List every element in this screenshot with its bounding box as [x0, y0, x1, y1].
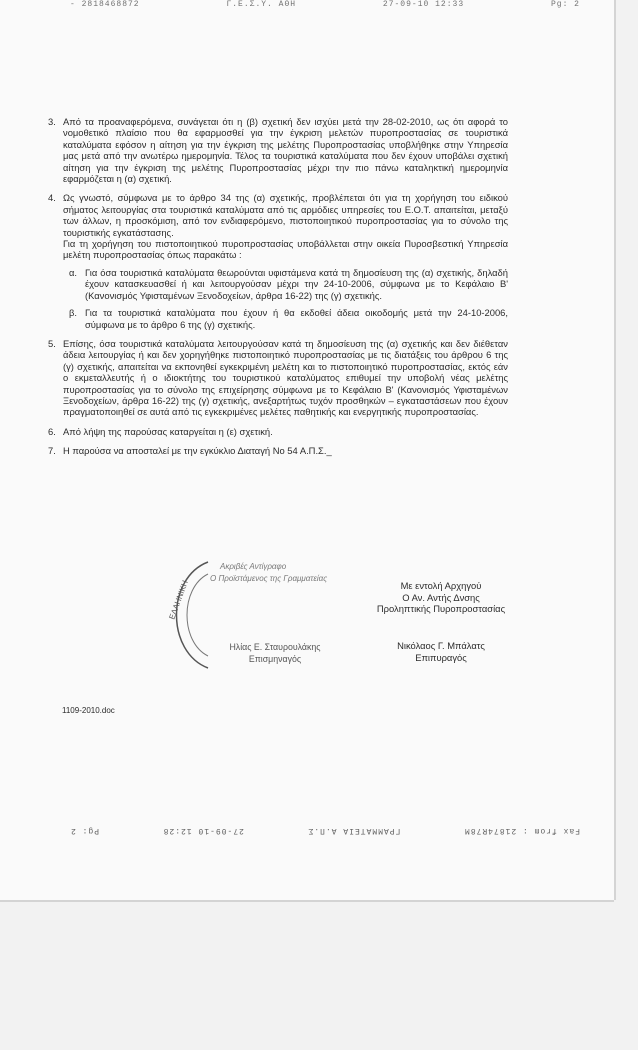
fax-footer-left: Fax from : 21874R78M [463, 826, 580, 835]
paragraph-6: 6. Από λήψη της παρούσας καταργείται η (ε) σχετική. [48, 425, 273, 437]
paragraph-5: 5. Επίσης, όσα τουριστικά καταλύματα λειτουργούσαν κατά τη δημοσίευση της (α) σχετικής και δεν διέθεταν άδεια λειτουργίας ή και δεν χορηγήθηκε πιστοποιητικό πυροπροστασίας με τις διατάξεις του άρθρου 6 της (γ) σχετικής, απαιτείται να εκπονηθεί εγκεκριμένη μελέτη και το πιστοποιητικό πυροπροστασίας, εκτός εάν ο εκμεταλλευτής ή ο ιδιοκτήτης του τουριστικού καταλύματος επιθυμεί την υποβολή νέας μελέτης πυροπροστασίας για το σύνολο της επιχείρησης σύμφωνα με το Κεφάλαιο Β' (Κανονισμός Υφισταμένων Ξενοδοχείων, άρθρα 16-22) της (γ) σχετικής, ανεξαρτήτως τυχόν προσθηκών – εγκαταστάσεων που έχουν πραγματοποιηθεί σε αυτά από τις εγκεκριμένες μελέτες παθητικής και ενεργητικής πυροπροστασίας. [48, 337, 508, 418]
fax-header-sender: Γ.Ε.Σ.Υ. ΑΘΗ [226, 0, 297, 9]
svg-text:ΕΛΛΗΝΙΚΗ: ΕΛΛΗΝΙΚΗ [167, 579, 190, 621]
stamp-icon [160, 560, 210, 670]
fax-header-time: 27-09-10 12:33 [382, 0, 465, 9]
fax-header-page: Pg: 2 [550, 0, 580, 9]
paragraph-7: 7. Η παρούσα να αποσταλεί με την εγκύκλιο Διαταγή Νο 54 Α.Π.Σ._ [48, 445, 332, 457]
fax-footer-time: 27-09-10 12:28 [162, 826, 244, 835]
fax-footer [70, 826, 580, 835]
fax-footer-page: Pg: 2 [70, 826, 100, 835]
order-text: Με εντολή Αρχηγού Ο Αν. Αντής Δνσης Προληπτικής Πυροπροστασίας [376, 580, 506, 615]
copy-signer: Ηλίας Ε. Σταυρουλάκης Επισμηναγός [229, 642, 321, 664]
fax-header [70, 0, 580, 9]
signature-block: ΕΛΛΗΝΙΚΗ Ακριβές Αντίγραφο Ο Προϊστάμενος της Γραμματείας Με εντολή Αρχηγού Ο Αν. Αντής Δνσης Προληπτικής Πυροπροστασίας Ηλίας Ε. Σταυρουλάκης Επισμηναγός Νικόλαος Γ. Μπάλατς Επιπυραγός [160, 560, 540, 690]
fax-footer-sender: ΓΡΑΜΜΑΤΕΙΑ Α.Π.Σ [307, 826, 401, 835]
signer: Νικόλαος Γ. Μπάλατς Επιπυραγός [397, 640, 485, 663]
paragraph-4: 4. Ως γνωστό, σύμφωνα με το άρθρο 34 της (α) σχετικής, προβλέπεται ότι για τη χορήγηση του ειδικού σήματος λειτουργίας στα τουριστικά καταλύματα από τις αρμόδιες υπηρεσίες του Ε.Ο.Τ. απαιτείται, μεταξύ των άλλων, η προσκόμιση, από τον ενδιαφερόμενο, πιστοποιητικού πυροπροστασίας για το σύνολο της τουριστικής εγκατάστασης. Για τη χορήγηση του πιστοποιητικού πυροπροστασίας υποβάλλεται στην οικεία Πυροσβεστική Υπηρεσία μελέτη πυροπροστασίας όπως παρακάτω : α. Για όσα τουριστικά καταλύματα θεωρούνται υφιστάμενα κατά τη δημοσίευση της (α) σχετικής, δηλαδή έχουν κατασκευασθεί ή και λειτουργούσαν μέχρι την 24-10-2006, σύμφωνα με το Κεφάλαιο Β' (Κανονισμός Υφισταμένων Ξενοδοχείων, άρθρα 16-22) της (γ) σχετικής. β. Για τα τουριστικά καταλύματα που έχουν ή θα εκδοθεί άδεια οικοδομής μετά την 24-10-2006, σύμφωνα με το άρθρο 6 της (γ) σχετικής. [48, 192, 508, 330]
document-body [48, 116, 508, 465]
paragraph-4b: β. Για τα τουριστικά καταλύματα που έχουν ή θα εκδοθεί άδεια οικοδομής μετά την 24-10-2006, σύμφωνα με το άρθρο 6 της (γ) σχετικής. [69, 307, 508, 330]
paragraph-4a: α. Για όσα τουριστικά καταλύματα θεωρούνται υφιστάμενα κατά τη δημοσίευση της (α) σχετικής, δηλαδή έχουν κατασκευασθεί ή και λειτουργούσαν μέχρι την 24-10-2006, σύμφωνα με το Κεφάλαιο Β' (Κανονισμός Υφισταμένων Ξενοδοχείων, άρθρα 16-22) της (γ) σχετικής. [69, 266, 508, 301]
paragraph-3: 3. Από τα προαναφερόμενα, συνάγεται ότι η (β) σχετική δεν ισχύει μετά την 28-02-2010, ως ότι αφορά το νομοθετικό πλαίσιο που θα εφαρμοσθεί για την έγκριση μελετών πυροπροστασίας σε τουριστικά καταλύματα εφόσον η αίτηση για την έγκριση της μελέτης Πυροπροστασίας υποβλήθηκε στην Υπηρεσία μας μετά από την ανωτέρω ημερομηνία. Τέλος τα τουριστικά καταλύματα που δεν έχουν υποβάλει σχετική αίτηση για την έγκριση της μελέτης Πυροπροστασίας μέχρι την πιο πάνω καταληκτική ημερομηνία εφαρμόζεται η (α) σχετική. [48, 116, 508, 185]
file-reference: 1109-2010.doc [62, 706, 115, 715]
fax-header-left: - 2818468872 [70, 0, 140, 9]
